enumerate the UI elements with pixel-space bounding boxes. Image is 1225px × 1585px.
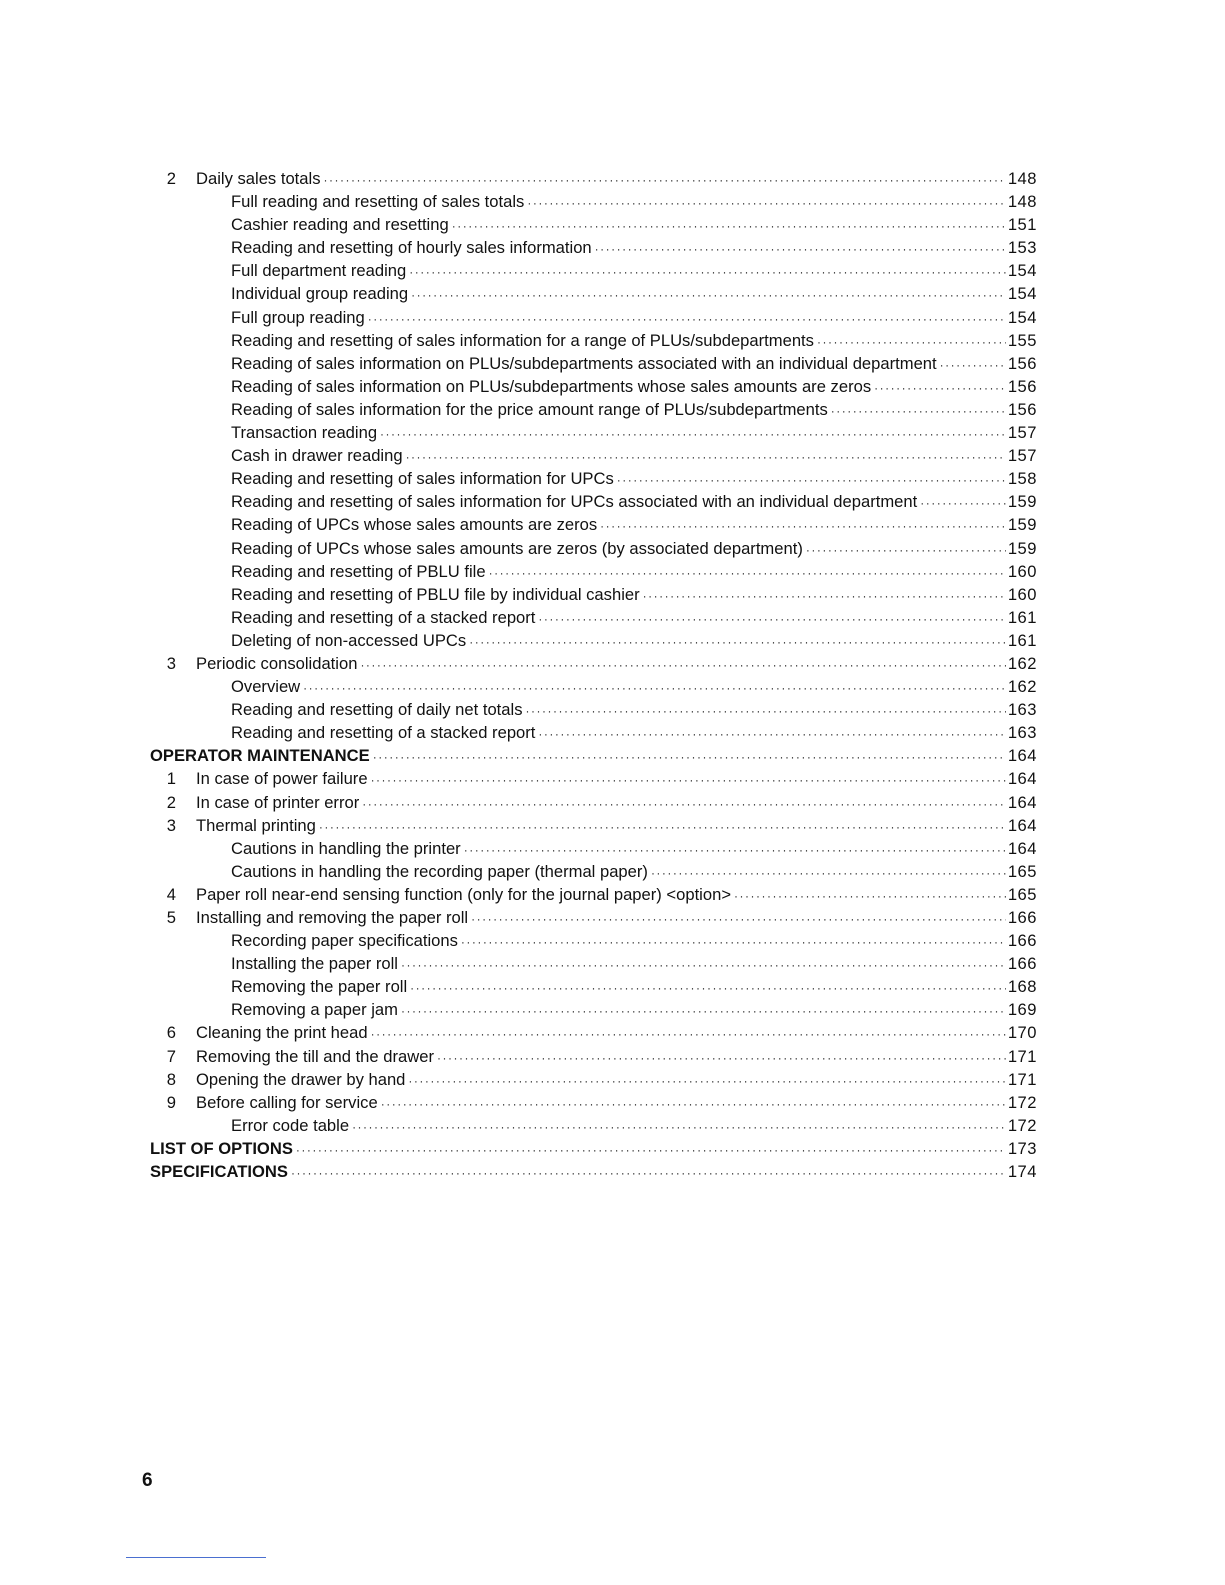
- toc-entry-title: Reading and resetting of PBLU file: [231, 561, 486, 581]
- toc-entry-page: 162: [1007, 653, 1037, 673]
- toc-entry-title: Reading and resetting of sales information for UPCs associated with an individual department: [231, 492, 918, 512]
- toc-entry-page: 163: [1007, 700, 1037, 720]
- toc-entry-number: 1: [166, 769, 176, 789]
- toc-entry-page: 172: [1007, 1092, 1037, 1112]
- toc-entry[interactable]: [150, 352, 1037, 375]
- toc-entry[interactable]: [150, 1137, 1037, 1160]
- toc-entry[interactable]: [150, 675, 1037, 698]
- toc-entry-page: 159: [1007, 515, 1037, 535]
- dot-leader: [734, 885, 1006, 908]
- dot-leader: [373, 746, 1006, 769]
- toc-entry-page: 162: [1007, 677, 1037, 697]
- toc-entry-title: Error code table: [231, 1115, 350, 1135]
- toc-entry-page: 157: [1007, 423, 1037, 443]
- toc-entry-title: Reading and resetting of PBLU file by individual cashier: [231, 584, 640, 604]
- toc-entry-page: 164: [1007, 792, 1037, 812]
- dot-leader: [461, 931, 1006, 954]
- toc-entry-page: 166: [1007, 954, 1037, 974]
- toc-entry-page: 165: [1007, 884, 1037, 904]
- dot-leader: [538, 608, 1005, 631]
- dot-leader: [874, 377, 1006, 400]
- toc-entry-page: 163: [1007, 723, 1037, 743]
- page-number: 6: [142, 1470, 153, 1491]
- toc-entry-number: 6: [166, 1023, 176, 1043]
- toc-entry-page: 156: [1007, 353, 1037, 373]
- toc-entry[interactable]: [150, 259, 1037, 282]
- toc-entry[interactable]: [150, 975, 1037, 998]
- toc-entry-page: 169: [1007, 1000, 1037, 1020]
- toc-entry-page: 160: [1007, 561, 1037, 581]
- toc-entry-page: 164: [1007, 746, 1037, 766]
- toc-entry-title: Transaction reading: [231, 423, 378, 443]
- toc-entry-title: SPECIFICATIONS: [150, 1162, 288, 1182]
- toc-entry[interactable]: [150, 329, 1037, 352]
- dot-leader: [600, 515, 1006, 538]
- dot-leader: [437, 1047, 1006, 1070]
- table-of-contents: [150, 167, 1037, 1183]
- toc-entry-title: Reading and resetting of daily net totals: [231, 700, 523, 720]
- toc-entry-title: Installing and removing the paper roll: [196, 908, 469, 927]
- toc-entry-page: 157: [1007, 446, 1037, 466]
- dot-leader: [469, 631, 1006, 654]
- toc-entry[interactable]: [150, 1021, 1037, 1044]
- toc-entry-page: 156: [1007, 399, 1037, 419]
- toc-entry-number: 2: [166, 792, 176, 812]
- toc-entry[interactable]: [150, 698, 1037, 721]
- dot-leader: [401, 954, 1006, 977]
- toc-entry[interactable]: [150, 1045, 1037, 1068]
- toc-entry-title: Cautions in handling the printer: [231, 838, 461, 858]
- toc-entry-title: Reading of sales information for the price amount range of PLUs/subdepartments: [231, 399, 828, 419]
- toc-entry-title: Reading and resetting of sales information for UPCs: [231, 469, 614, 489]
- dot-leader: [526, 700, 1006, 723]
- toc-entry-title: Cleaning the print head: [196, 1023, 368, 1043]
- dot-leader: [452, 215, 1006, 238]
- toc-entry[interactable]: [150, 236, 1037, 259]
- toc-entry-title: Recording paper specifications: [231, 931, 458, 951]
- toc-entry-page: 154: [1007, 284, 1037, 304]
- toc-entry-title: Reading of UPCs whose sales amounts are zeros: [231, 515, 598, 535]
- toc-entry[interactable]: [150, 744, 1037, 767]
- toc-entry[interactable]: [150, 467, 1037, 490]
- toc-entry[interactable]: [150, 606, 1037, 629]
- toc-entry-title: Reading and resetting of a stacked report: [231, 607, 536, 627]
- toc-entry-page: 166: [1007, 908, 1037, 927]
- toc-entry[interactable]: [150, 398, 1037, 421]
- toc-entry-title: Full reading and resetting of sales totals: [231, 192, 525, 212]
- toc-entry-title: Reading of sales information on PLUs/subdepartments associated with an individual department: [231, 353, 937, 373]
- toc-entry[interactable]: [150, 652, 1037, 675]
- toc-entry-title: Reading and resetting of hourly sales information: [231, 238, 592, 258]
- toc-entry-title: In case of power failure: [196, 769, 368, 789]
- dot-leader: [371, 769, 1006, 792]
- toc-entry-title: Reading of sales information on PLUs/subdepartments whose sales amounts are zeros: [231, 376, 872, 396]
- toc-entry-title: Deleting of non-accessed UPCs: [231, 630, 467, 650]
- toc-entry-page: 165: [1007, 861, 1037, 881]
- toc-entry-page: 153: [1007, 238, 1037, 258]
- toc-entry-title: Opening the drawer by hand: [196, 1069, 406, 1089]
- toc-entry-title: In case of printer error: [196, 792, 360, 812]
- toc-entry-page: 166: [1007, 931, 1037, 951]
- dot-leader: [595, 238, 1006, 261]
- dot-leader: [380, 423, 1006, 446]
- toc-entry-page: 164: [1007, 838, 1037, 858]
- dot-leader: [324, 169, 1006, 192]
- dot-leader: [831, 400, 1006, 423]
- toc-entry[interactable]: [150, 1068, 1037, 1091]
- toc-entry-page: 172: [1007, 1115, 1037, 1135]
- toc-entry[interactable]: [150, 929, 1037, 952]
- dot-leader: [651, 862, 1006, 885]
- toc-entry-title: Removing the till and the drawer: [196, 1046, 434, 1066]
- dot-leader: [360, 654, 1005, 677]
- toc-entry-title: Reading and resetting of a stacked report: [231, 723, 536, 743]
- dot-leader: [401, 1000, 1006, 1023]
- dot-leader: [806, 539, 1006, 562]
- dot-leader: [291, 1162, 1006, 1185]
- toc-entry-page: 174: [1007, 1162, 1037, 1182]
- toc-entry[interactable]: [150, 190, 1037, 213]
- toc-entry-title: Cautions in handling the recording paper (thermal paper): [231, 861, 648, 881]
- toc-entry[interactable]: [150, 883, 1037, 906]
- toc-entry-title: OPERATOR MAINTENANCE: [150, 746, 370, 766]
- dot-leader: [362, 793, 1006, 816]
- toc-entry[interactable]: [150, 767, 1037, 790]
- toc-entry-title: Removing a paper jam: [231, 1000, 398, 1020]
- toc-entry-number: 3: [166, 653, 176, 673]
- toc-entry-page: 154: [1007, 307, 1037, 327]
- toc-entry-page: 161: [1007, 630, 1037, 650]
- dot-leader: [617, 469, 1006, 492]
- toc-entry-number: 7: [166, 1046, 176, 1066]
- toc-entry[interactable]: [150, 1114, 1037, 1137]
- toc-entry-page: 154: [1007, 261, 1037, 281]
- toc-entry[interactable]: [150, 814, 1037, 837]
- toc-entry-page: 171: [1007, 1046, 1037, 1066]
- dot-leader: [410, 977, 1006, 1000]
- dot-leader: [409, 261, 1006, 284]
- dot-leader: [817, 331, 1006, 354]
- toc-entry-number: 4: [166, 884, 176, 904]
- toc-entry-title: Reading of UPCs whose sales amounts are zeros (by associated department): [231, 538, 803, 558]
- dot-leader: [352, 1116, 1006, 1139]
- toc-entry[interactable]: [150, 721, 1037, 744]
- toc-entry-page: 156: [1007, 376, 1037, 396]
- footer-link-underline: [126, 1557, 266, 1558]
- toc-entry[interactable]: [150, 906, 1037, 929]
- toc-entry-title: Installing the paper roll: [231, 954, 398, 974]
- toc-entry[interactable]: [150, 837, 1037, 860]
- dot-leader: [319, 816, 1006, 839]
- toc-entry-title: Full group reading: [231, 307, 365, 327]
- toc-entry-page: 159: [1007, 492, 1037, 512]
- toc-entry[interactable]: [150, 213, 1037, 236]
- dot-leader: [381, 1093, 1006, 1116]
- toc-entry-number: 5: [166, 908, 176, 927]
- dot-leader: [940, 354, 1006, 377]
- dot-leader: [368, 308, 1006, 331]
- toc-entry[interactable]: [150, 537, 1037, 560]
- toc-entry-title: Before calling for service: [196, 1092, 378, 1112]
- toc-entry-page: 170: [1007, 1023, 1037, 1043]
- toc-entry[interactable]: [150, 444, 1037, 467]
- toc-entry[interactable]: [150, 513, 1037, 536]
- toc-entry-page: 173: [1007, 1138, 1037, 1158]
- dot-leader: [411, 284, 1006, 307]
- toc-entry[interactable]: [150, 952, 1037, 975]
- dot-leader: [471, 908, 1006, 931]
- toc-entry[interactable]: [150, 421, 1037, 444]
- toc-entry-page: 148: [1007, 169, 1037, 188]
- toc-entry-title: Individual group reading: [231, 284, 409, 304]
- toc-entry-title: Removing the paper roll: [231, 977, 408, 997]
- toc-entry-page: 171: [1007, 1069, 1037, 1089]
- toc-entry-number: 2: [166, 169, 176, 188]
- toc-entry-title: Periodic consolidation: [196, 653, 358, 673]
- toc-entry[interactable]: [150, 375, 1037, 398]
- toc-entry-title: Daily sales totals: [196, 169, 321, 188]
- dot-leader: [371, 1023, 1006, 1046]
- toc-entry-title: LIST OF OPTIONS: [150, 1138, 293, 1158]
- dot-leader: [406, 446, 1006, 469]
- dot-leader: [408, 1070, 1005, 1093]
- toc-entry[interactable]: [150, 490, 1037, 513]
- toc-entry-page: 155: [1007, 330, 1037, 350]
- toc-entry-title: Cash in drawer reading: [231, 446, 403, 466]
- toc-entry-title: Overview: [231, 677, 301, 697]
- toc-entry-page: 151: [1007, 215, 1037, 235]
- toc-entry[interactable]: [150, 629, 1037, 652]
- toc-entry[interactable]: [150, 998, 1037, 1021]
- dot-leader: [527, 192, 1005, 215]
- dot-leader: [643, 585, 1006, 608]
- toc-entry-page: 158: [1007, 469, 1037, 489]
- toc-entry-page: 159: [1007, 538, 1037, 558]
- toc-entry-page: 161: [1007, 607, 1037, 627]
- toc-entry[interactable]: [150, 560, 1037, 583]
- toc-entry[interactable]: [150, 306, 1037, 329]
- toc-entry[interactable]: [150, 282, 1037, 305]
- toc-entry-title: Full department reading: [231, 261, 407, 281]
- toc-entry-title: Thermal printing: [196, 815, 316, 835]
- toc-entry[interactable]: [150, 1160, 1037, 1183]
- dot-leader: [464, 839, 1006, 862]
- toc-entry-title: Paper roll near-end sensing function (only for the journal paper) <option>: [196, 884, 732, 904]
- toc-entry-number: 8: [166, 1069, 176, 1089]
- toc-entry-page: 148: [1007, 192, 1037, 212]
- toc-entry[interactable]: [150, 1091, 1037, 1114]
- toc-entry-title: Reading and resetting of sales information for a range of PLUs/subdepartments: [231, 330, 814, 350]
- dot-leader: [489, 562, 1006, 585]
- toc-entry[interactable]: [150, 860, 1037, 883]
- toc-entry-title: Cashier reading and resetting: [231, 215, 449, 235]
- dot-leader: [920, 492, 1006, 515]
- toc-entry-page: 164: [1007, 769, 1037, 789]
- dot-leader: [296, 1139, 1006, 1162]
- dot-leader: [303, 677, 1006, 700]
- dot-leader: [538, 723, 1005, 746]
- toc-entry[interactable]: [150, 583, 1037, 606]
- toc-entry[interactable]: [150, 167, 1037, 190]
- toc-entry-number: 3: [166, 815, 176, 835]
- toc-entry-page: 164: [1007, 815, 1037, 835]
- toc-entry[interactable]: [150, 791, 1037, 814]
- toc-entry-number: 9: [166, 1092, 176, 1112]
- toc-entry-page: 160: [1007, 584, 1037, 604]
- toc-entry-page: 168: [1007, 977, 1037, 997]
